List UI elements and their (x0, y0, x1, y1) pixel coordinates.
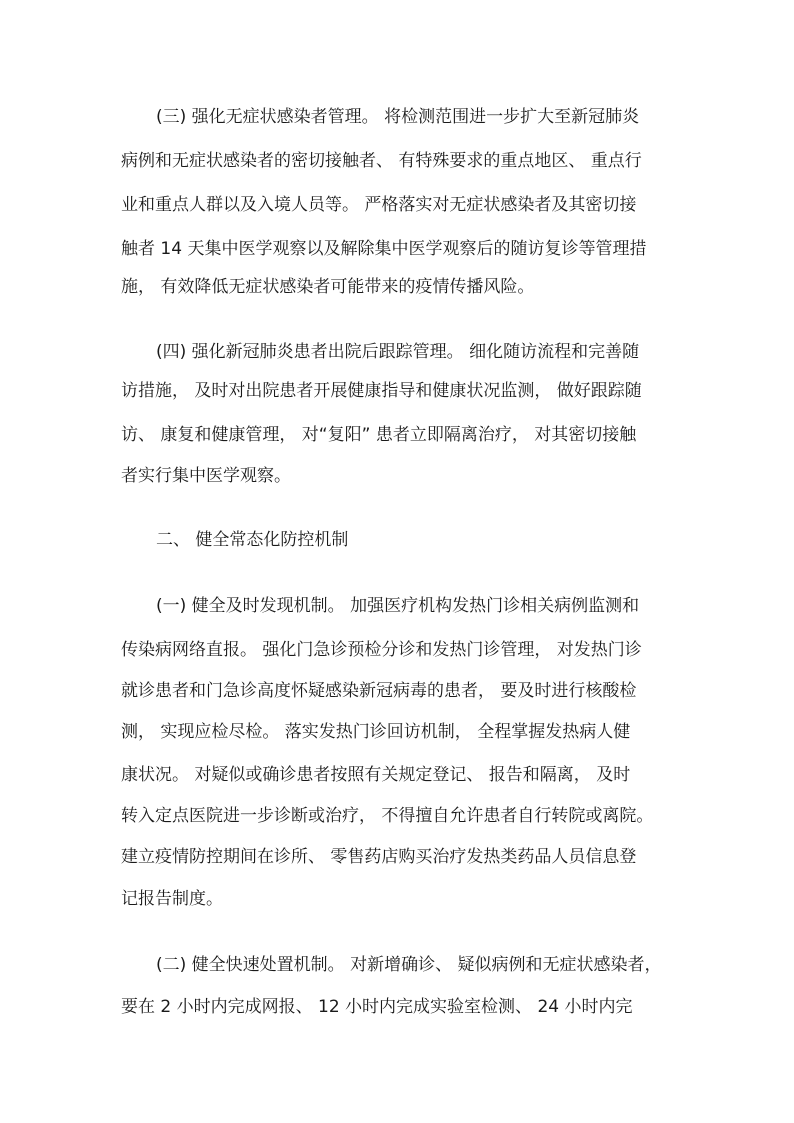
paragraph-3-line-2: 病例和无症状感染者的密切接触者、 有特殊要求的重点地区、 重点行 (121, 151, 642, 171)
paragraph-1-line-1: (一) 健全及时发现机制。 加强医疗机构发热门诊相关病例监测和 (156, 596, 640, 616)
paragraph-1-line-6: 转入定点医院进一步诊断或治疗， 不得擅自允许患者自行转院或离院。 (121, 806, 654, 826)
section-heading: 二、 健全常态化防控机制 (156, 530, 349, 550)
paragraph-1-line-4: 测， 实现应检尽检。 落实发热门诊回访机制， 全程掌握发热病人健 (121, 722, 631, 742)
paragraph-1-line-8: 记报告制度。 (121, 889, 223, 909)
paragraph-2-line-2: 要在 2 小时内完成网报、 12 小时内完成实验室检测、 24 小时内完 (121, 997, 633, 1017)
paragraph-2-line-1: (二) 健全快速处置机制。 对新增确诊、 疑似病例和无症状感染者， (156, 955, 662, 975)
paragraph-1-line-5: 康状况。 对疑似或确诊患者按照有关规定登记、 报告和隔离， 及时 (121, 765, 631, 785)
paragraph-4-line-2: 访措施， 及时对出院患者开展健康指导和健康状况监测， 做好跟踪随 (121, 381, 642, 401)
paragraph-4-line-4: 者实行集中医学观察。 (121, 466, 291, 486)
paragraph-1-line-2: 传染病网络直报。 强化门急诊预检分诊和发热门诊管理， 对发热门诊 (121, 640, 642, 660)
paragraph-4-line-3: 访、 康复和健康管理， 对“复阳” 患者立即隔离治疗， 对其密切接触 (121, 425, 637, 445)
paragraph-1-line-7: 建立疫情防控期间在诊所、 零售药店购买治疗发热类药品人员信息登 (121, 847, 637, 867)
paragraph-3-line-4: 触者 14 天集中医学观察以及解除集中医学观察后的随访复诊等管理措 (121, 239, 647, 259)
paragraph-1-line-3: 就诊患者和门急诊高度怀疑感染新冠病毒的患者， 要及时进行核酸检 (121, 681, 637, 701)
paragraph-3-line-3: 业和重点人群以及入境人员等。 严格落实对无症状感染者及其密切接 (121, 195, 637, 215)
paragraph-3-line-1: (三) 强化无症状感染者管理。 将检测范围进一步扩大至新冠肺炎 (156, 107, 640, 127)
paragraph-4-line-1: (四) 强化新冠肺炎患者出院后跟踪管理。 细化随访流程和完善随 (156, 342, 640, 362)
paragraph-3-line-5: 施， 有效降低无症状感染者可能带来的疫情传播风险。 (121, 277, 535, 297)
